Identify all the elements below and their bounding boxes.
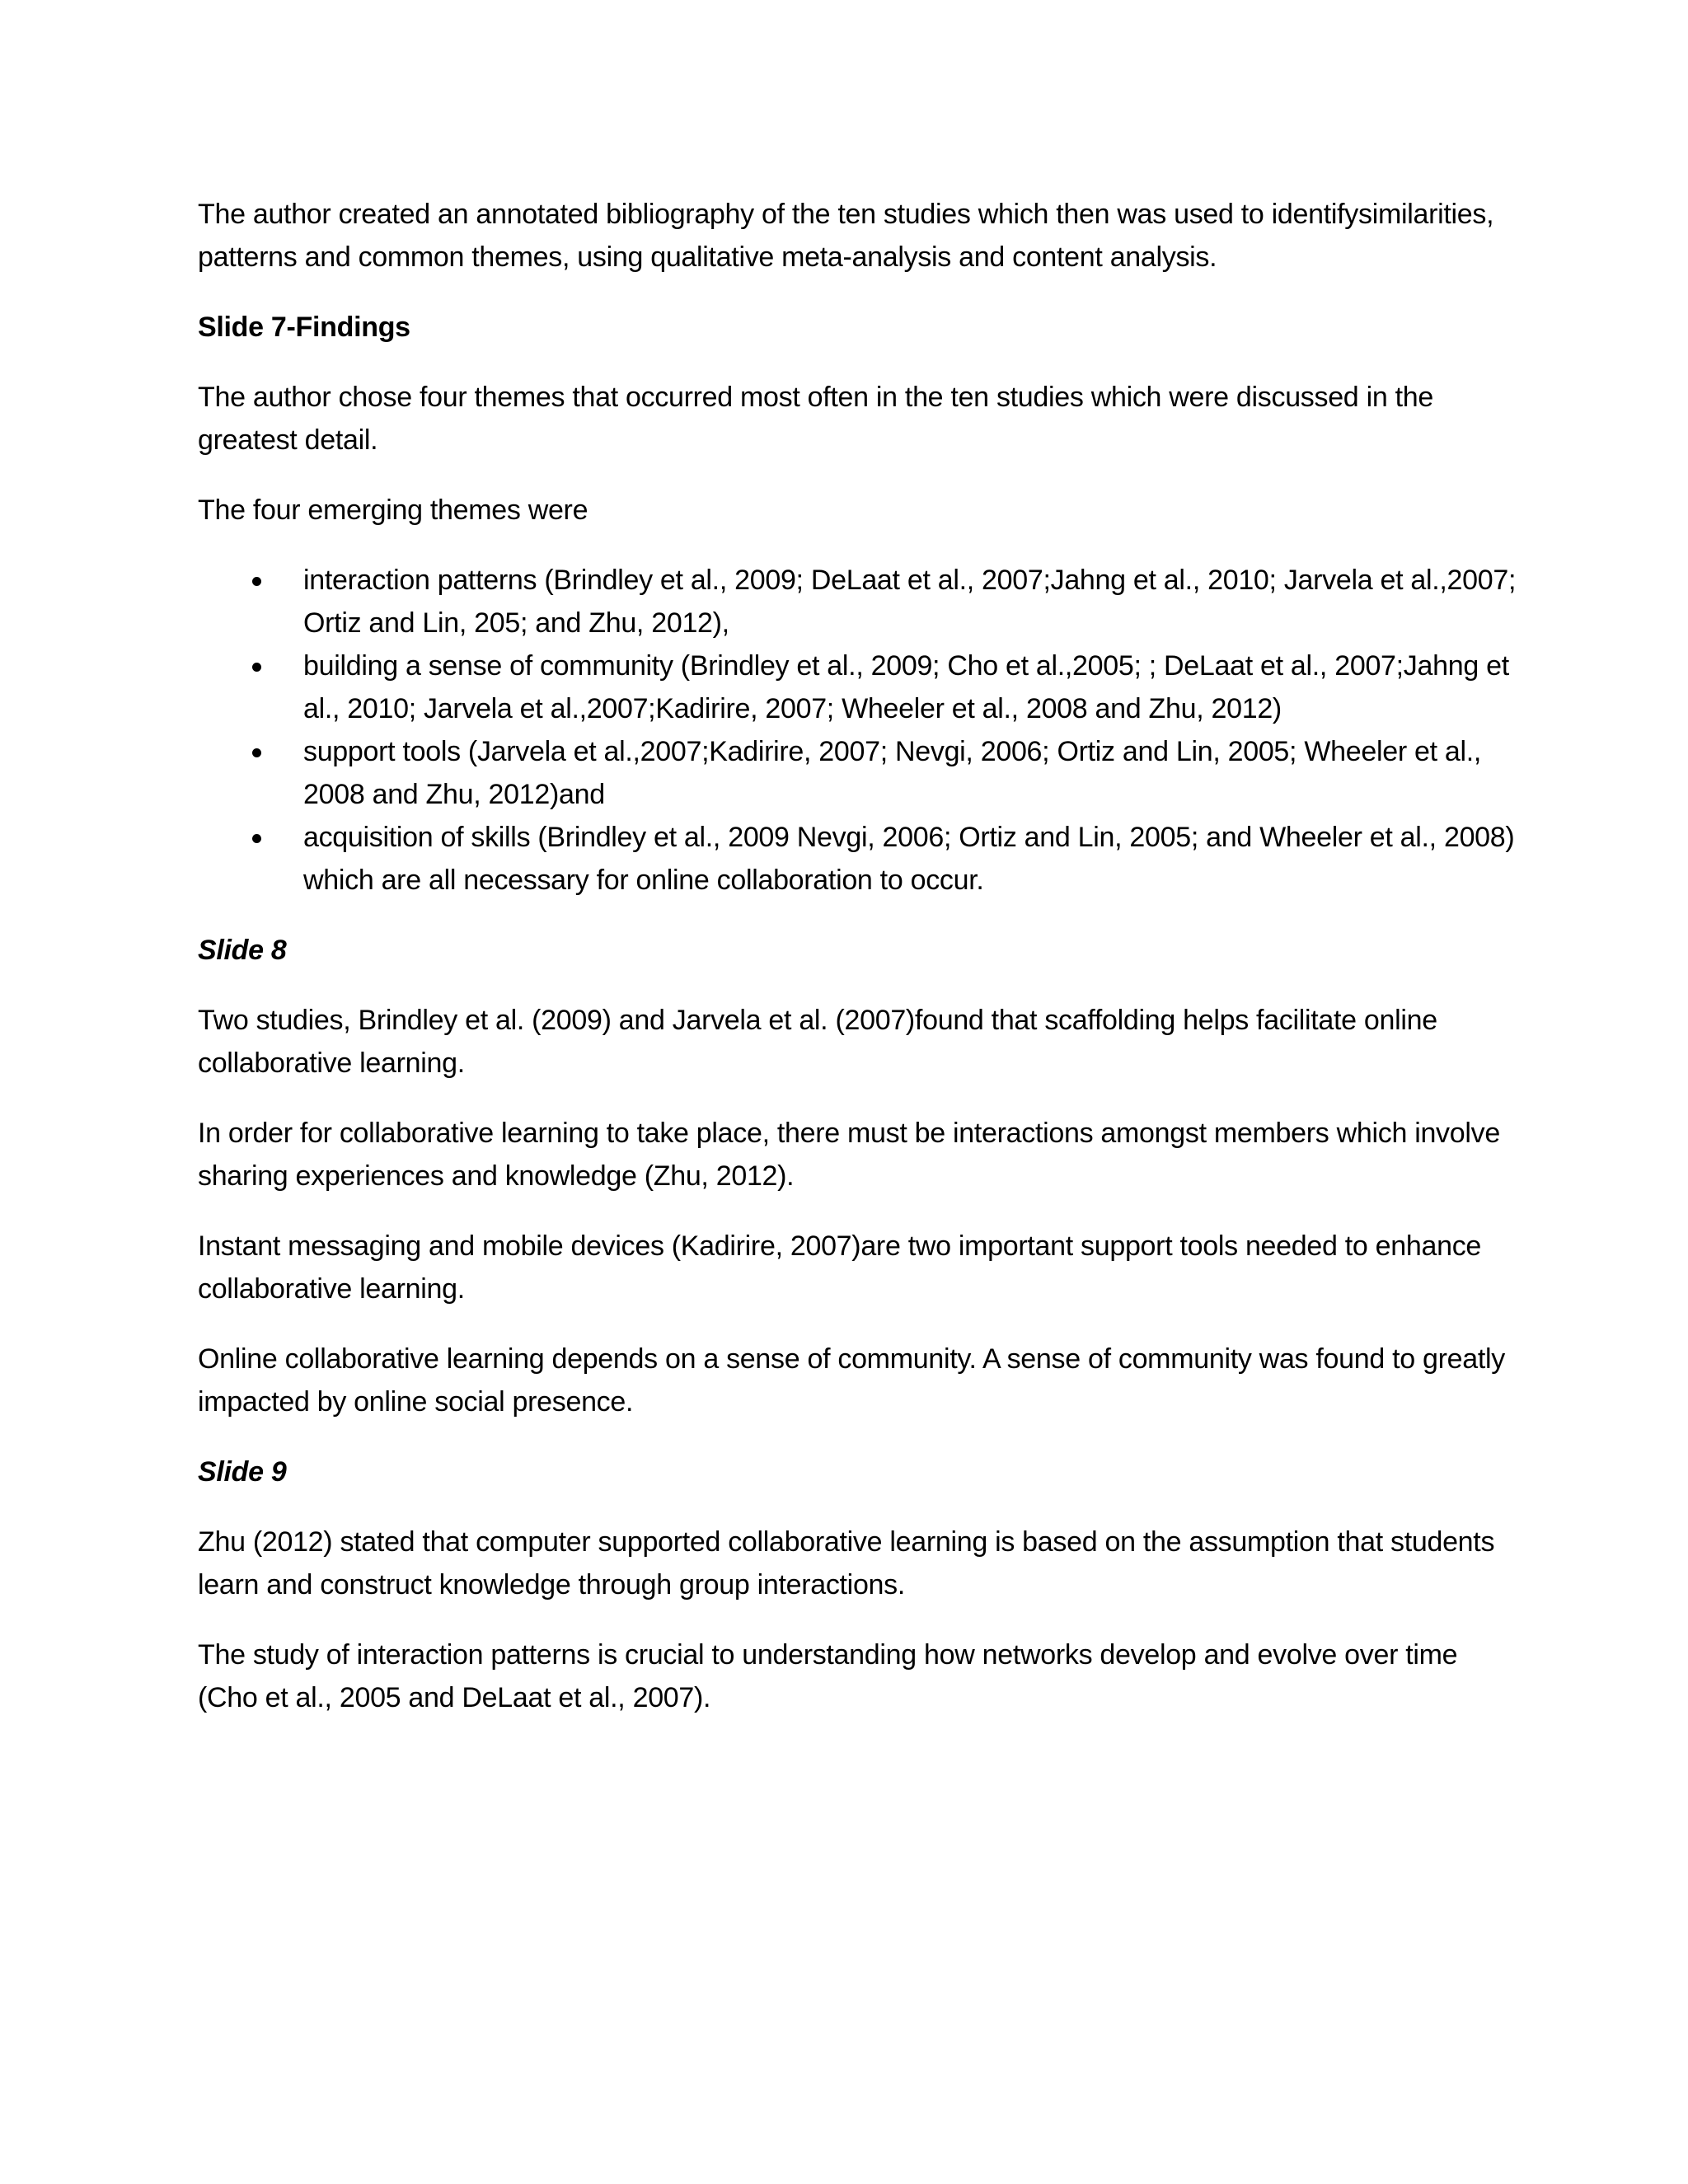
intro-paragraph: The author created an annotated bibliography of the ten studies which then was used to identifysimilarities, patterns and common themes, using qualitative meta-analysis and content analysis. bbox=[198, 199, 1494, 273]
list-item bbox=[198, 816, 1517, 859]
document-page bbox=[198, 193, 1517, 1746]
themes-list bbox=[198, 559, 1517, 902]
list-item-text: acquisition of skills (Brindley et al., 2009 Nevgi, 2006; Ortiz and Lin, 2005; and Wheeler et al., 2008) bbox=[303, 822, 1515, 853]
list-item-text: interaction patterns (Brindley et al., 2009; DeLaat et al., 2007;Jahng et al., 2010; Jarvela et al.,2007; Ortiz and Lin, 205; and Zhu, 2012), bbox=[303, 565, 1517, 639]
slide-8-paragraph-4: Online collaborative learning depends on a sense of community. A sense of community was found to greatly impacted by online social presence. bbox=[198, 1343, 1505, 1418]
list-item bbox=[198, 730, 1517, 816]
list-item bbox=[198, 559, 1517, 644]
bullet-icon bbox=[252, 834, 261, 843]
slide-9-heading: Slide 9 bbox=[198, 1456, 287, 1488]
list-item-text: building a sense of community (Brindley et al., 2009; Cho et al.,2005; ; DeLaat et al., 2007;Jahng et al., 2010; Jarvela et al.,2007;Kadirire, 2007; Wheeler et al., 2008 and Zhu, 2012) bbox=[303, 650, 1509, 724]
slide-7-paragraph-2: The four emerging themes were bbox=[198, 494, 588, 526]
bullet-icon bbox=[252, 663, 261, 672]
slide-9-paragraph-2: The study of interaction patterns is crucial to understanding how networks develop and evolve over time (Cho et al., 2005 and DeLaat et al., 2007). bbox=[198, 1639, 1458, 1713]
slide-9-paragraph-1: Zhu (2012) stated that computer supported collaborative learning is based on the assumption that students learn and construct knowledge through group interactions. bbox=[198, 1526, 1495, 1601]
slide-7-paragraph-1: The author chose four themes that occurred most often in the ten studies which were discussed in the greatest detail. bbox=[198, 382, 1433, 456]
list-item bbox=[198, 644, 1517, 730]
slide-8-paragraph-2: In order for collaborative learning to take place, there must be interactions amongst members which involve sharing experiences and knowledge (Zhu, 2012). bbox=[198, 1118, 1500, 1192]
bullet-icon bbox=[252, 748, 261, 757]
slide-8-paragraph-1: Two studies, Brindley et al. (2009) and Jarvela et al. (2007)found that scaffolding helps facilitate online collaborative learning. bbox=[198, 1005, 1437, 1079]
slide-7-heading: Slide 7-Findings bbox=[198, 312, 410, 343]
list-item-text: support tools (Jarvela et al.,2007;Kadirire, 2007; Nevgi, 2006; Ortiz and Lin, 2005; Wheeler et al., 2008 and Zhu, 2012)and bbox=[303, 736, 1482, 810]
slide-8-heading: Slide 8 bbox=[198, 935, 287, 966]
bullet-icon bbox=[252, 577, 261, 586]
themes-tail: which are all necessary for online collaboration to occur. bbox=[303, 865, 984, 896]
slide-8-paragraph-3: Instant messaging and mobile devices (Kadirire, 2007)are two important support tools needed to enhance collaborative learning. bbox=[198, 1230, 1482, 1305]
